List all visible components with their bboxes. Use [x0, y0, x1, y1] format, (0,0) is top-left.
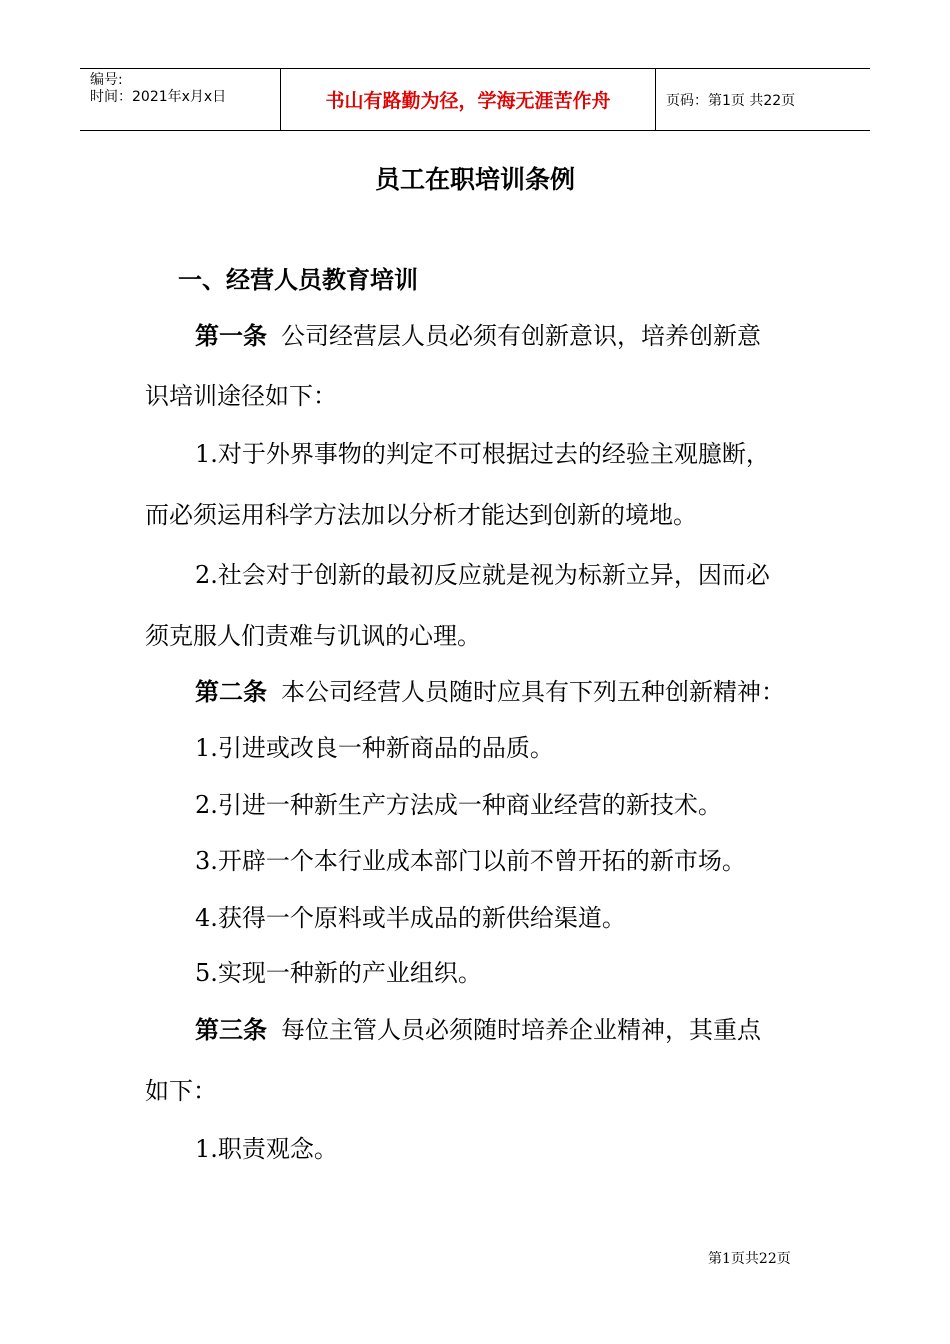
section-heading: 一、经营人员教育培训	[178, 266, 418, 294]
paragraph-line: 须克服人们责难与讥讽的心理。	[145, 622, 481, 650]
article-label: 第三条	[195, 1016, 267, 1044]
article-1-line-1	[195, 321, 875, 351]
article-label: 第一条	[195, 322, 267, 350]
list-item: 1.职责观念。	[195, 1135, 338, 1163]
article-2-line-1	[195, 677, 875, 707]
list-item: 2.引进一种新生产方法成一种商业经营的新技术。	[195, 791, 722, 819]
article-text: 本公司经营人员随时应具有下列五种创新精神：	[281, 678, 785, 706]
document-title: 员工在职培训条例	[374, 165, 575, 194]
list-item: 4.获得一个原料或半成品的新供给渠道。	[195, 904, 626, 932]
list-item: 1.引进或改良一种新商品的品质。	[195, 734, 554, 762]
page-footer: 第1页共22页	[708, 1251, 791, 1267]
article-1-line-2: 识培训途径如下：	[145, 382, 337, 410]
date-label: 时间：2021年x月x日	[90, 89, 227, 105]
article-label: 第二条	[195, 678, 267, 706]
list-item: 5.实现一种新的产业组织。	[195, 959, 482, 987]
article-3-line-1	[195, 1015, 875, 1045]
article-3-line-2: 如下：	[145, 1077, 217, 1105]
number-label: 编号:	[90, 72, 123, 88]
article-text: 公司经营层人员必须有创新意识，培养创新意	[281, 322, 761, 350]
paragraph-line: 1.对于外界事物的判定不可根据过去的经验主观臆断，	[195, 440, 770, 468]
header-page-label: 页码：第1页 共22页	[666, 92, 796, 109]
paragraph-line: 而必须运用科学方法加以分析才能达到创新的境地。	[145, 501, 697, 529]
article-text: 每位主管人员必须随时培养企业精神，其重点	[281, 1016, 761, 1044]
header-motto: 书山有路勤为径，学海无涯苦作舟	[280, 69, 656, 130]
header-meta	[80, 69, 280, 130]
paragraph-line: 2.社会对于创新的最初反应就是视为标新立异，因而必	[195, 561, 770, 589]
page-header	[80, 68, 870, 131]
list-item: 3.开辟一个本行业成本部门以前不曾开拓的新市场。	[195, 847, 746, 875]
